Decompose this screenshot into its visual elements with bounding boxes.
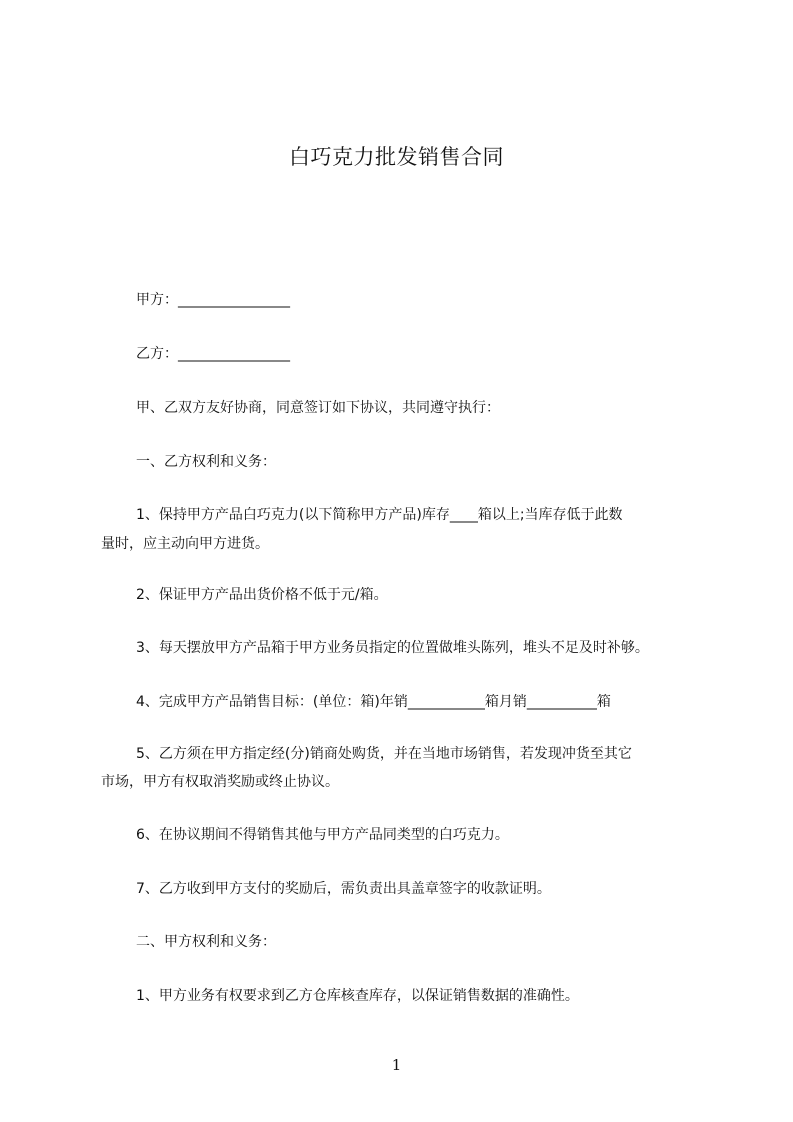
clause-b3: 3、每天摆放甲方产品箱于甲方业务员指定的位置做堆头陈列，堆头不足及时补够。 xyxy=(136,640,649,656)
clause-b5-line2: 市场，甲方有权取消奖励或终止协议。 xyxy=(101,774,339,790)
party-b-line: 乙方：________________ xyxy=(136,346,290,362)
clause-b6: 6、在协议期间不得销售其他与甲方产品同类型的白巧克力。 xyxy=(136,827,509,843)
section-heading-party-b: 一、乙方权利和义务： xyxy=(136,454,276,470)
clause-b1-line2: 量时，应主动向甲方进货。 xyxy=(101,536,269,552)
clause-a1: 1、甲方业务有权要求到乙方仓库核查库存，以保证销售数据的准确性。 xyxy=(136,988,579,1004)
section-heading-party-a: 二、甲方权利和义务： xyxy=(136,934,276,950)
page-number: 1 xyxy=(391,1056,402,1074)
preamble-paragraph: 甲、乙双方友好协商，同意签订如下协议，共同遵守执行： xyxy=(136,400,500,416)
party-a-line: 甲方：________________ xyxy=(136,292,290,308)
clause-b1-line1: 1、保持甲方产品白巧克力(以下简称甲方产品)库存____箱以上;当库存低于此数 xyxy=(136,507,623,523)
contract-title: 白巧克力批发销售合同 xyxy=(289,145,504,169)
clause-b5-line1: 5、乙方须在甲方指定经(分)销商处购货，并在当地市场销售，若发现冲货至其它 xyxy=(136,746,632,762)
clause-b4: 4、完成甲方产品销售目标：(单位：箱)年销___________箱月销__________箱 xyxy=(136,694,611,710)
clause-b2: 2、保证甲方产品出货价格不低于元/箱。 xyxy=(136,587,388,603)
clause-b7: 7、乙方收到甲方支付的奖励后，需负责出具盖章签字的收款证明。 xyxy=(136,881,551,897)
